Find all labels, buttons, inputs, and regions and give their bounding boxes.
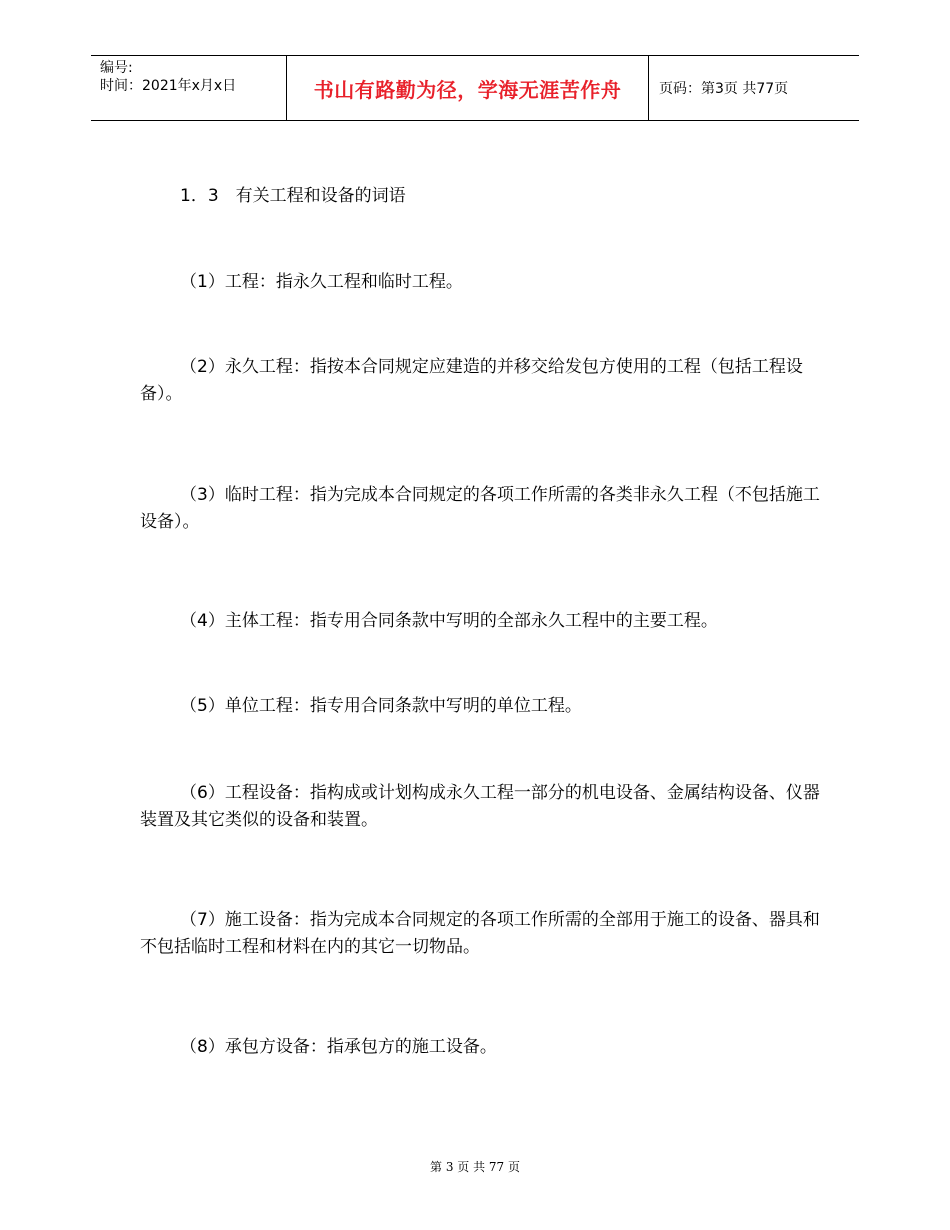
definition-item-6: （6）工程设备：指构成或计划构成永久工程一部分的机电设备、金属结构设备、仪器装置及其它类似的设备和装置。 [140,783,820,830]
header-meta [100,59,286,95]
definition-item-8: （8）承包方设备：指承包方的施工设备。 [180,1037,497,1057]
header-motto: 书山有路勤为径，学海无涯苦作舟 [286,56,649,120]
definition-item-5: （5）单位工程：指专用合同条款中写明的单位工程。 [180,696,582,716]
header-page-info: 页码：第3页 共77页 [659,81,789,97]
page-footer: 第 3 页 共 77 页 [430,1160,520,1174]
definition-item-4: （4）主体工程：指专用合同条款中写明的全部永久工程中的主要工程。 [180,611,718,631]
section-heading: 1．3 有关工程和设备的词语 [180,186,406,206]
definition-item-3: （3）临时工程：指为完成本合同规定的各项工作所需的各类非永久工程（不包括施工设备）。 [140,485,820,532]
definition-item-7: （7）施工设备：指为完成本合同规定的各项工作所需的全部用于施工的设备、器具和不包括临时工程和材料在内的其它一切物品。 [140,910,820,957]
definition-item-1: （1）工程：指永久工程和临时工程。 [180,272,463,292]
definition-item-2: （2）永久工程：指按本合同规定应建造的并移交给发包方使用的工程（包括工程设备）。 [140,357,803,404]
document-number-label: 编号: [100,60,133,76]
page-header [91,55,859,121]
document-time-label: 时间：2021年x月x日 [100,78,237,94]
